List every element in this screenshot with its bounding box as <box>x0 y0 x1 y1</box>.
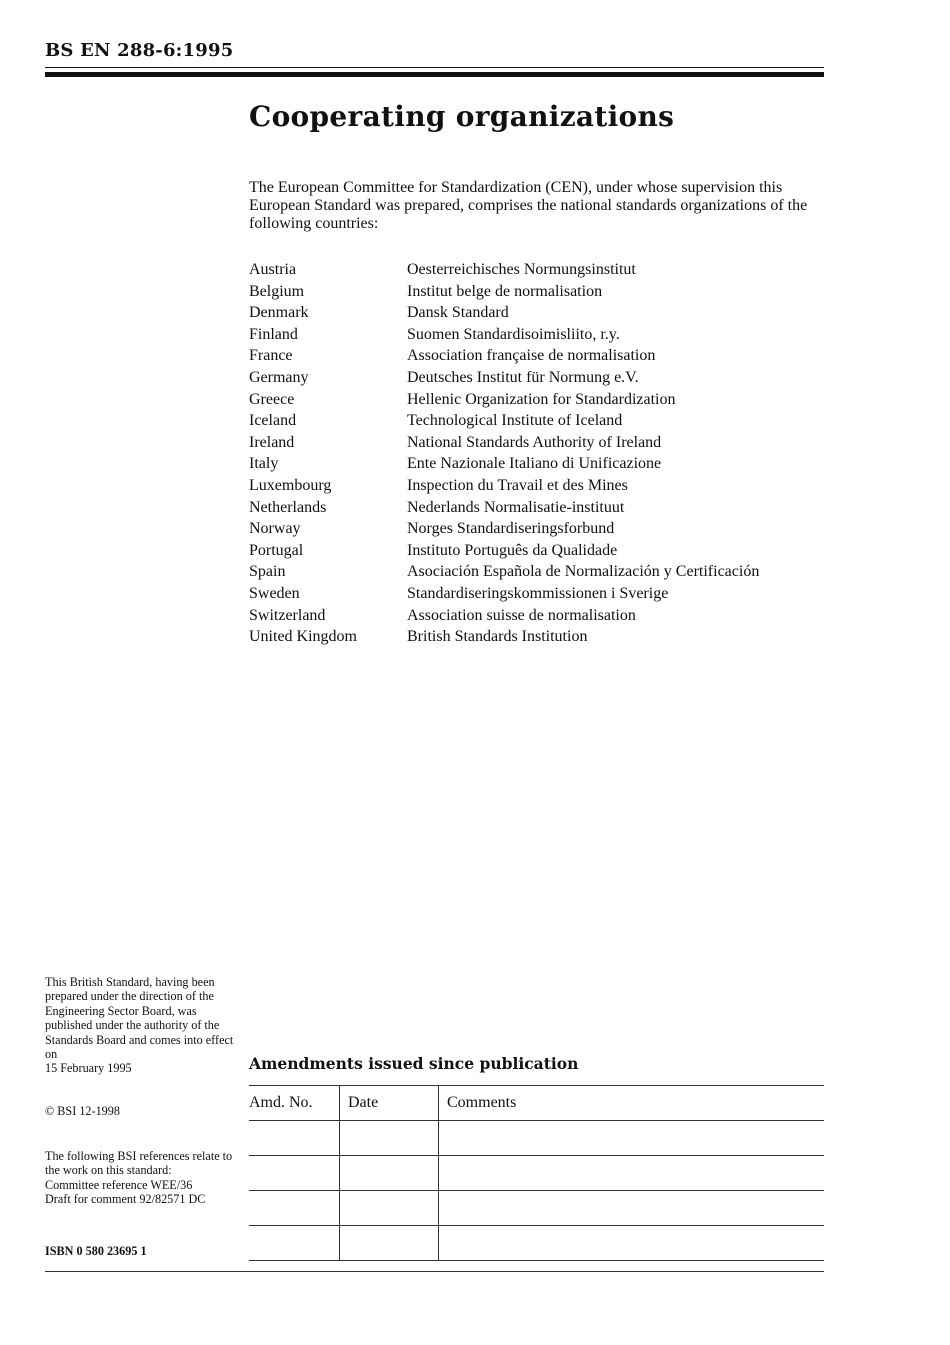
table-cell <box>249 1191 340 1226</box>
member-organization: Technological Institute of Iceland <box>407 412 623 430</box>
bsi-references: The following BSI references relate to the work on this standard: Committee reference WEE/36 Draft for comment 92/82571 DC <box>45 1149 233 1207</box>
member-organization: Asociación Española de Normalización y Certificación <box>407 563 760 581</box>
table-header-row <box>249 1086 824 1121</box>
member-country: Denmark <box>249 304 309 322</box>
header-rule-thin <box>45 67 824 68</box>
table-cell <box>439 1226 825 1261</box>
publication-note: This British Standard, having been prepared under the direction of the Engineering Sector Board, was published under the authority of the Standards Board and comes into effect on 15 February 1995 <box>45 975 234 1076</box>
member-row <box>249 583 824 605</box>
member-country: Germany <box>249 368 309 386</box>
member-organization: Dansk Standard <box>407 304 509 322</box>
table-row <box>249 1156 824 1191</box>
member-row <box>249 410 824 432</box>
member-organization: Association française de normalisation <box>407 347 656 365</box>
member-row <box>249 626 824 648</box>
member-organization: Nederlands Normalisatie-instituut <box>407 498 625 516</box>
member-row <box>249 367 824 389</box>
table-cell <box>249 1226 340 1261</box>
table-cell <box>340 1156 439 1191</box>
column-header-amd-no: Amd. No. <box>249 1086 340 1121</box>
column-header-comments: Comments <box>439 1086 825 1121</box>
amendments-table <box>249 1085 824 1261</box>
member-row <box>249 475 824 497</box>
amendments-title: Amendments issued since publication <box>249 1054 579 1073</box>
member-row <box>249 302 824 324</box>
table-cell <box>340 1226 439 1261</box>
member-organization: Association suisse de normalisation <box>407 606 636 624</box>
member-organization: Suomen Standardisoimisliito, r.y. <box>407 325 620 343</box>
page-title: Cooperating organizations <box>249 100 675 133</box>
table-cell <box>340 1191 439 1226</box>
table-cell <box>340 1121 439 1156</box>
column-header-date: Date <box>340 1086 439 1121</box>
table-cell <box>439 1191 825 1226</box>
member-row <box>249 389 824 411</box>
member-organization: Deutsches Institut für Normung e.V. <box>407 368 639 386</box>
table-cell <box>249 1121 340 1156</box>
member-country: Switzerland <box>249 606 326 624</box>
member-country: Norway <box>249 520 301 538</box>
member-country: United Kingdom <box>249 628 357 646</box>
member-country: Spain <box>249 563 286 581</box>
table-cell <box>439 1156 825 1191</box>
member-row <box>249 259 824 281</box>
member-organization: Inspection du Travail et des Mines <box>407 476 628 494</box>
member-organization: Hellenic Organization for Standardization <box>407 390 676 408</box>
member-row <box>249 345 824 367</box>
member-row <box>249 432 824 454</box>
member-country: Greece <box>249 390 295 408</box>
table-cell <box>249 1156 340 1191</box>
member-row <box>249 281 824 303</box>
member-row <box>249 561 824 583</box>
copyright-notice: © BSI 12-1998 <box>45 1104 120 1118</box>
member-row <box>249 497 824 519</box>
member-country: Netherlands <box>249 498 327 516</box>
member-country: Italy <box>249 455 279 473</box>
member-country: Finland <box>249 325 298 343</box>
member-organization: Institut belge de normalisation <box>407 282 603 300</box>
member-row <box>249 605 824 627</box>
table-row <box>249 1121 824 1156</box>
member-organization: Ente Nazionale Italiano di Unificazione <box>407 455 662 473</box>
member-country: Belgium <box>249 282 305 300</box>
intro-paragraph: The European Committee for Standardization (CEN), under whose supervision this European Standard was prepared, comprises the national standards organizations of the following countries: <box>249 179 808 232</box>
footer-rule <box>45 1271 824 1272</box>
member-organization: Standardiseringskommissionen i Sverige <box>407 584 669 602</box>
member-organization: Norges Standardiseringsforbund <box>407 520 615 538</box>
member-organization: Oesterreichisches Normungsinstitut <box>407 261 636 278</box>
member-country: Portugal <box>249 541 304 559</box>
member-row <box>249 518 824 540</box>
member-row <box>249 324 824 346</box>
member-country: Ireland <box>249 433 295 451</box>
member-organization: National Standards Authority of Ireland <box>407 433 662 451</box>
isbn: ISBN 0 580 23695 1 <box>45 1244 147 1258</box>
member-organization: Instituto Português da Qualidade <box>407 541 618 559</box>
member-country: Iceland <box>249 412 297 430</box>
member-country: Sweden <box>249 584 300 602</box>
header-rule-thick <box>45 72 824 77</box>
table-row <box>249 1191 824 1226</box>
document-reference: BS EN 288-6:1995 <box>45 40 234 61</box>
members-list <box>249 259 824 648</box>
member-organization: British Standards Institution <box>407 628 588 646</box>
table-row <box>249 1226 824 1261</box>
member-country: Austria <box>249 261 297 278</box>
member-country: France <box>249 347 293 365</box>
table-cell <box>439 1121 825 1156</box>
member-row <box>249 540 824 562</box>
member-country: Luxembourg <box>249 476 332 494</box>
member-row <box>249 453 824 475</box>
